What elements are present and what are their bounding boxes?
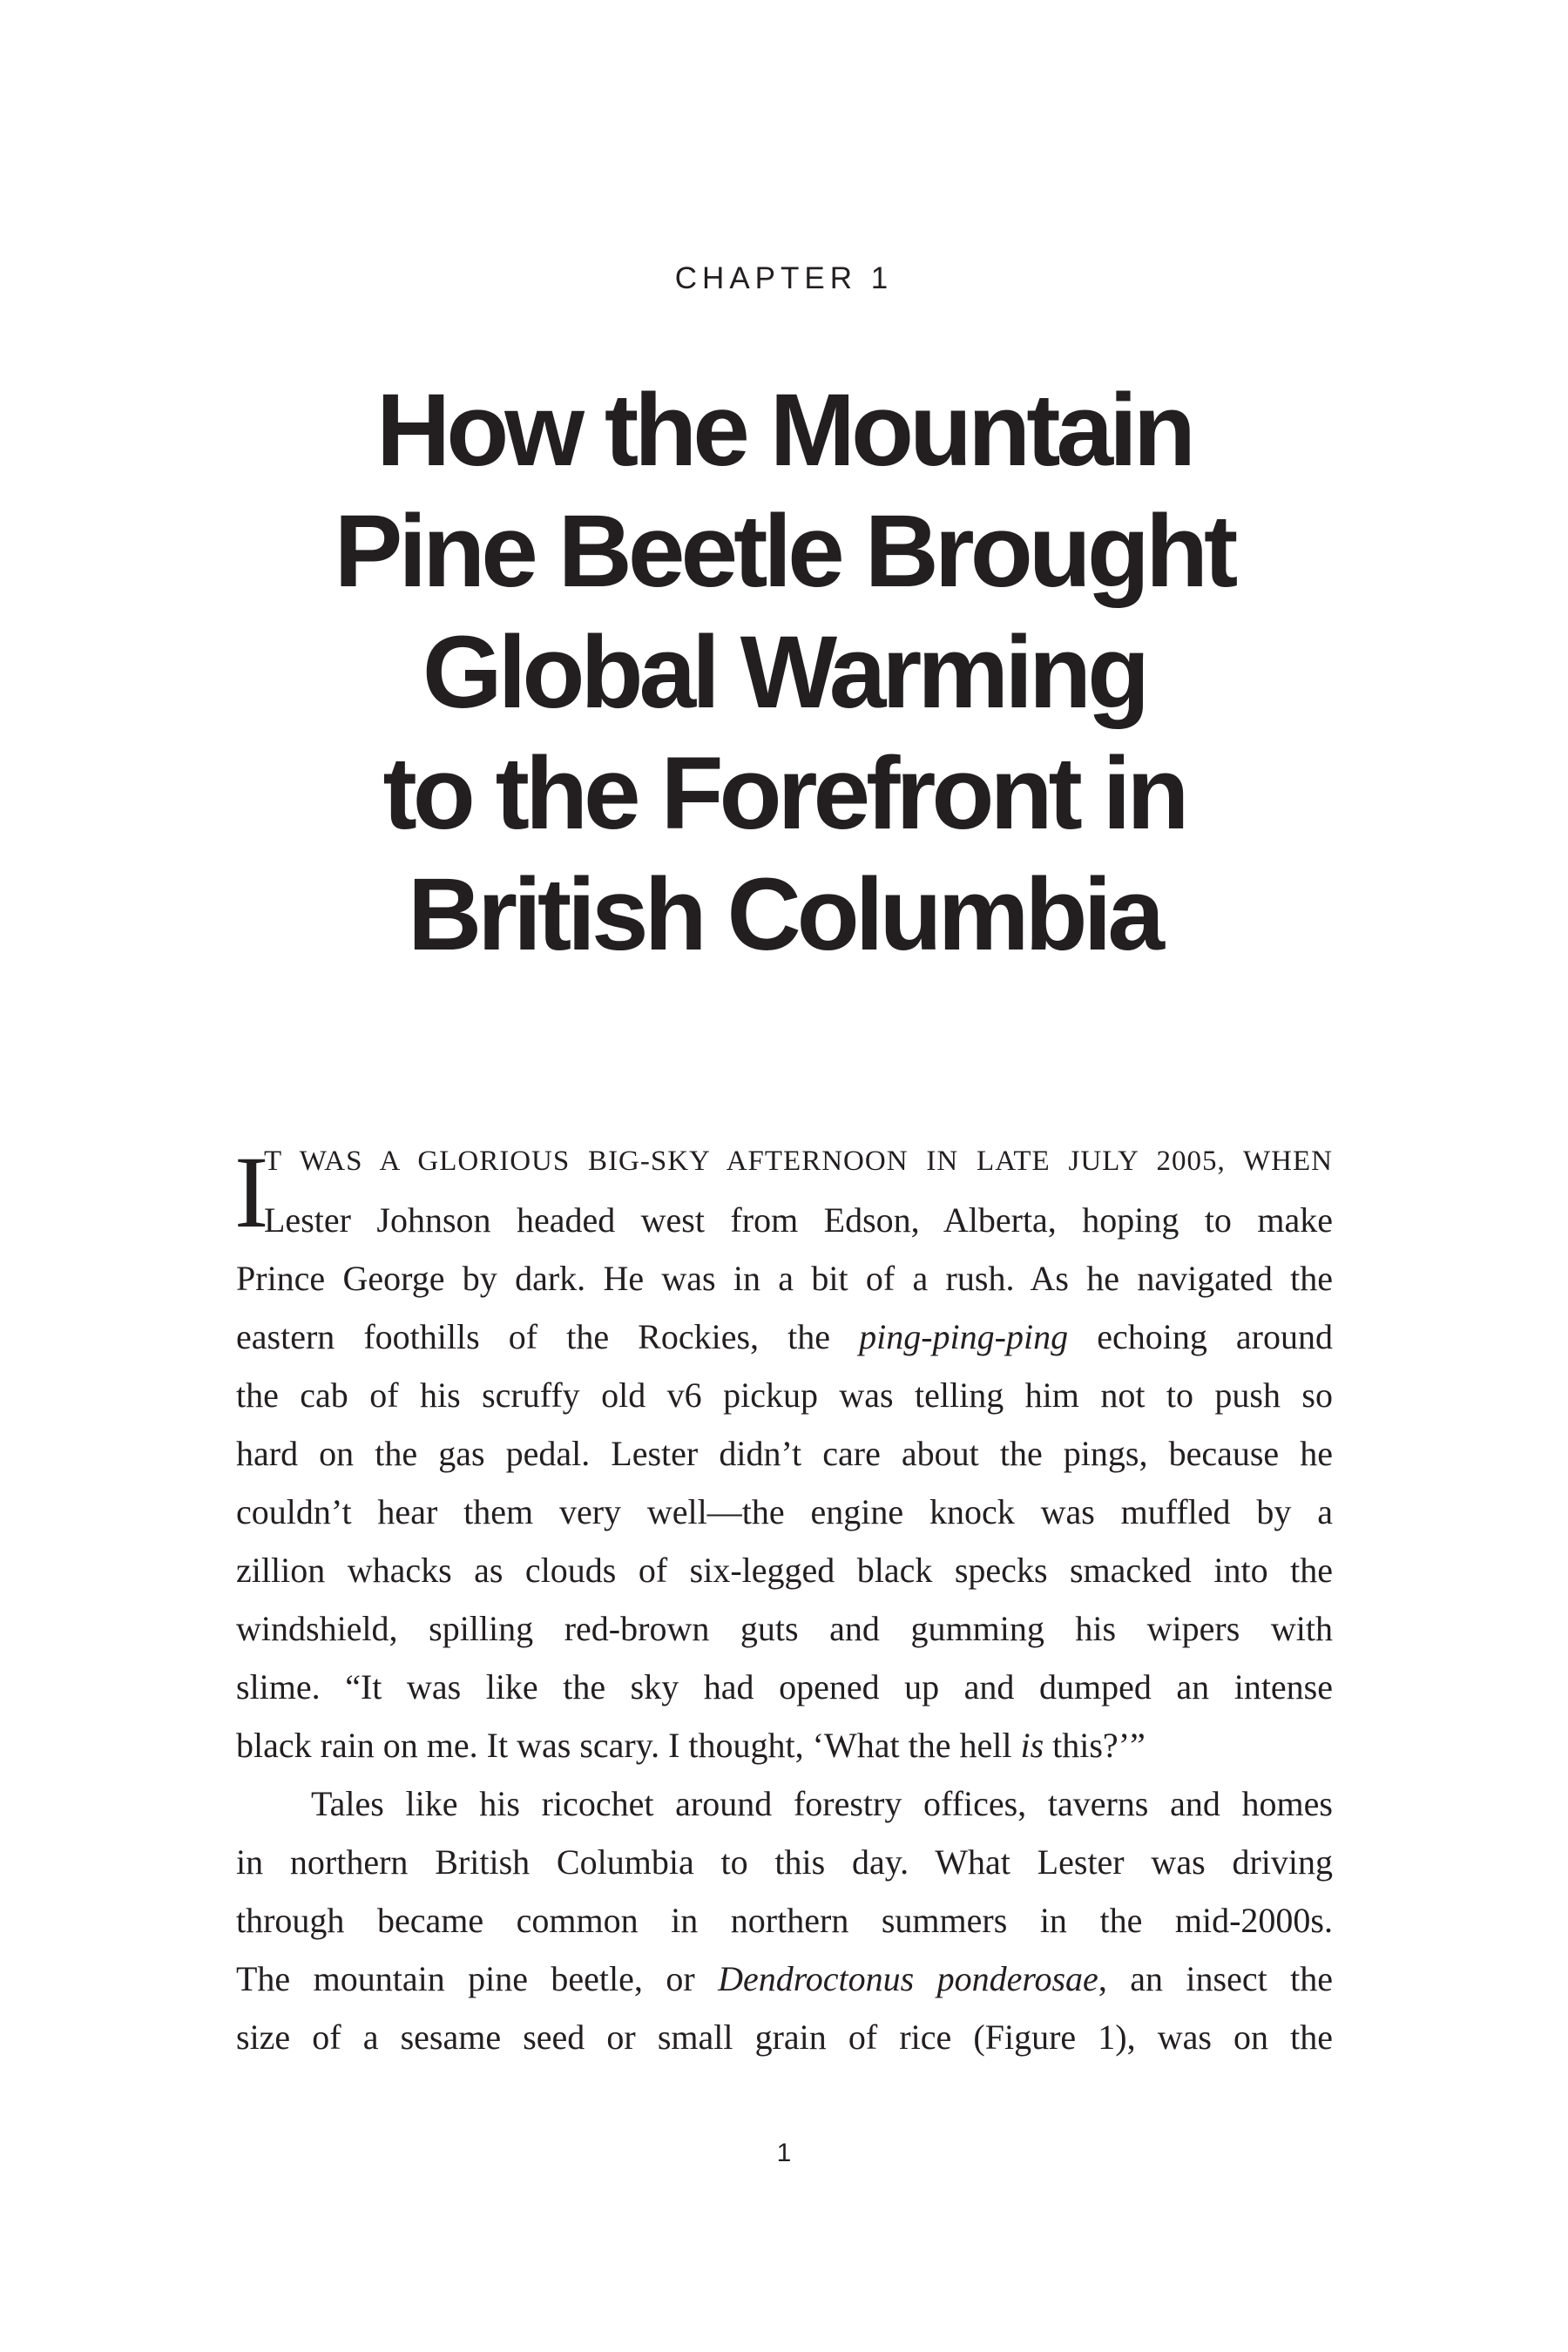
chapter-title [174,370,1394,976]
text-line: hard on the gas pedal. Lester didn’t care about the pings, because he [236,1434,1333,1473]
text-line: zillion whacks as clouds of six-legged black specks smacked into the [236,1551,1333,1590]
text-run: this?’” [1044,1726,1146,1765]
italic-text: is [1020,1726,1044,1765]
chapter-title-line: British Columbia [407,857,1161,972]
chapter-label: CHAPTER 1 [674,261,894,295]
text-line: Prince George by dark. He was in a bit of a rush. As he navigated the [236,1259,1333,1298]
chapter-title-line: Global Warming [422,615,1146,730]
paragraph [236,1774,1333,2066]
text-line: couldn’t hear them very well—the engine knock was muffled by a [236,1492,1333,1531]
chapter-title-line: to the Forefront in [382,736,1186,851]
text-line: in northern British Columbia to this day. What Lester was driving [236,1842,1333,1882]
body-text [236,1132,1333,2066]
text-line [236,1716,1333,1774]
text-line: windshield, spilling red-brown guts and gumming his wipers with [236,1609,1333,1648]
page-number: 1 [776,2139,792,2167]
drop-cap: I [234,1135,269,1249]
text-run: echoing around [1068,1317,1333,1356]
italic-text: Dendroctonus ponderosae [718,1959,1098,1998]
text-line: through became common in northern summers in the mid-2000s. [236,1901,1333,1940]
chapter-title-line: Pine Beetle Brought [334,494,1234,609]
text-line: Tales like his ricochet around forestry offices, taverns and homes [311,1784,1333,1823]
chapter-title-line: How the Mountain [376,373,1192,488]
text-run: eastern foothills of the Rockies, the [236,1317,860,1356]
text-line: the cab of his scruffy old v6 pickup was telling him not to push so [236,1375,1333,1415]
paragraph [236,1132,1333,1774]
text-run: The mountain pine beetle, or [236,1959,719,1998]
text-line [236,1308,1333,1366]
italic-text: ping-ping-ping [859,1317,1069,1356]
text-run: , an insect the [1098,1959,1333,1998]
text-line: slime. “It was like the sky had opened up and dumped an intense [236,1667,1333,1707]
text-line [236,1950,1333,2008]
text-run: black rain on me. It was scary. I thought, ‘What the hell [236,1726,1021,1765]
text-line: Lester Johnson headed west from Edson, Alberta, hoping to make [264,1200,1333,1240]
opening-small-caps-line: T WAS A GLORIOUS BIG-SKY AFTERNOON IN LATE JULY 2005, WHEN [264,1146,1333,1177]
text-line: size of a sesame seed or small grain of rice (Figure 1), was on the [236,2017,1333,2057]
